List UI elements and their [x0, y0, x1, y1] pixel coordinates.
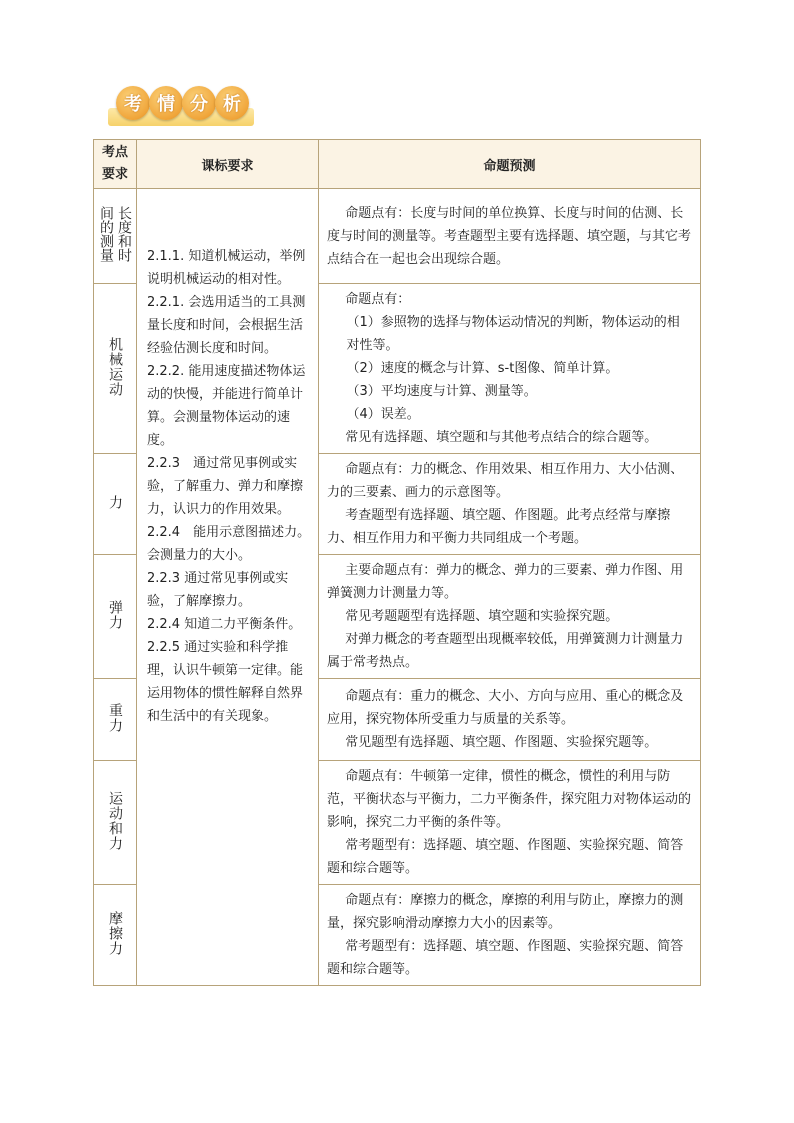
banner-title: [116, 86, 248, 120]
prediction-line: 常见有选择题、填空题和与其他考点结合的综合题等。: [345, 430, 658, 445]
topic-cell: [94, 284, 137, 454]
topic-cell: [94, 885, 137, 986]
prediction-cell: [319, 885, 701, 986]
banner-char: 情: [149, 86, 183, 120]
prediction-line: （4）误差。: [346, 407, 420, 422]
topic-label: 摩擦力: [107, 910, 123, 956]
topic-label: 弹力: [107, 599, 123, 630]
prediction-line: 常见考题题型有选择题、填空题和实验探究题。: [345, 609, 619, 624]
topic-label: 力: [107, 494, 123, 510]
curriculum-cell: [137, 189, 319, 986]
prediction-line: 常考题型有：选择题、填空题、作图题、实验探究题、简答题和综合题等。: [327, 838, 684, 876]
header-curriculum: 课标要求: [137, 140, 319, 189]
prediction-line: 常见题型有选择题、填空题、作图题、实验探究题等。: [345, 735, 658, 750]
requirement-item: 2.2.4 能用示意图描述力。会测量力的大小。: [147, 525, 311, 563]
banner-char: 考: [116, 86, 150, 120]
topic-label: 重力: [107, 702, 123, 733]
requirement-item: 2.1.1. 知道机械运动，举例说明机械运动的相对性。: [147, 249, 306, 287]
requirement-item: 2.2.3 通过常见事例或实验，了解重力、弹力和摩擦力，认识力的作用效果。: [147, 456, 304, 517]
section-banner: [108, 82, 254, 130]
topic-label: 运动和力: [107, 790, 123, 851]
header-prediction: 命题预测: [319, 140, 701, 189]
banner-char: 析: [215, 86, 249, 120]
requirement-item: 2.2.2. 能用速度描述物体运动的快慢，并能进行简单计算。会测量物体运动的速度。: [147, 364, 306, 448]
prediction-line: 命题点有：摩擦力的概念，摩擦的利用与防止，摩擦力的测量，探究影响滑动摩擦力大小的因素等。: [327, 893, 684, 931]
prediction-line: 主要命题点有：弹力的概念、弹力的三要素、弹力作图、用弹簧测力计测量力等。: [327, 563, 684, 601]
topic-cell: [94, 679, 137, 761]
requirement-item: 2.2.3 通过常见事例或实验，了解摩擦力。: [147, 571, 289, 609]
prediction-line: 命题点有：长度与时间的单位换算、长度与时间的估测、长度与时间的测量等。考查题型主要有选择题、填空题，与其它考点结合在一起也会出现综合题。: [327, 205, 692, 267]
banner-char: 分: [182, 86, 216, 120]
requirement-item: 2.2.5 通过实验和科学推理，认识牛顿第一定律。能运用物体的惯性解释自然界和生活中的有关现象。: [147, 640, 304, 724]
prediction-line: （2）速度的概念与计算、s-t图像、简单计算。: [346, 361, 619, 376]
prediction-cell: [319, 555, 701, 679]
topic-cell: [94, 454, 137, 555]
prediction-line: 命题点有：牛顿第一定律，惯性的概念，惯性的利用与防范，平衡状态与平衡力，二力平衡条件，探究阻力对物体运动的影响，探究二力平衡的条件等。: [327, 769, 692, 830]
topic-label: 长度和时: [116, 206, 132, 262]
prediction-cell: [319, 284, 701, 454]
topic-cell: [94, 189, 137, 284]
prediction-cell: [319, 454, 701, 555]
prediction-line: 命题点有：重力的概念、大小、方向与应用、重心的概念及应用，探究物体所受重力与质量的关系等。: [327, 689, 684, 727]
prediction-line: （3）平均速度与计算、测量等。: [346, 384, 537, 399]
requirement-item: 2.2.1. 会选用适当的工具测量长度和时间，会根据生活经验估测长度和时间。: [147, 295, 306, 356]
prediction-line: 考查题型有选择题、填空题、作图题。此考点经常与摩擦力、相互作用力和平衡力共同组成一个考题。: [327, 508, 671, 546]
prediction-line: 命题点有：力的概念、作用效果、相互作用力、大小估测、力的三要素、画力的示意图等。: [327, 462, 684, 500]
topic-cell: [94, 761, 137, 885]
prediction-line: 命题点有：: [345, 292, 411, 307]
prediction-cell: [319, 761, 701, 885]
prediction-cell: [319, 679, 701, 761]
header-row: [94, 140, 701, 189]
prediction-line: （1）参照物的选择与物体运动情况的判断，物体运动的相对性等。: [346, 315, 680, 353]
topic-cell: [94, 555, 137, 679]
topic-label: 机械运动: [107, 336, 123, 397]
prediction-cell: [319, 189, 701, 284]
table-row: [94, 189, 701, 284]
prediction-line: 常考题型有：选择题、填空题、作图题、实验探究题、简答题和综合题等。: [327, 939, 684, 977]
requirement-item: 2.2.4 知道二力平衡条件。: [147, 617, 302, 632]
exam-analysis-table: [93, 139, 701, 986]
topic-label: 间的测量: [98, 206, 114, 262]
header-topic: 考点要求: [94, 140, 137, 189]
prediction-line: 对弹力概念的考查题型出现概率较低，用弹簧测力计测量力属于常考热点。: [327, 632, 684, 670]
